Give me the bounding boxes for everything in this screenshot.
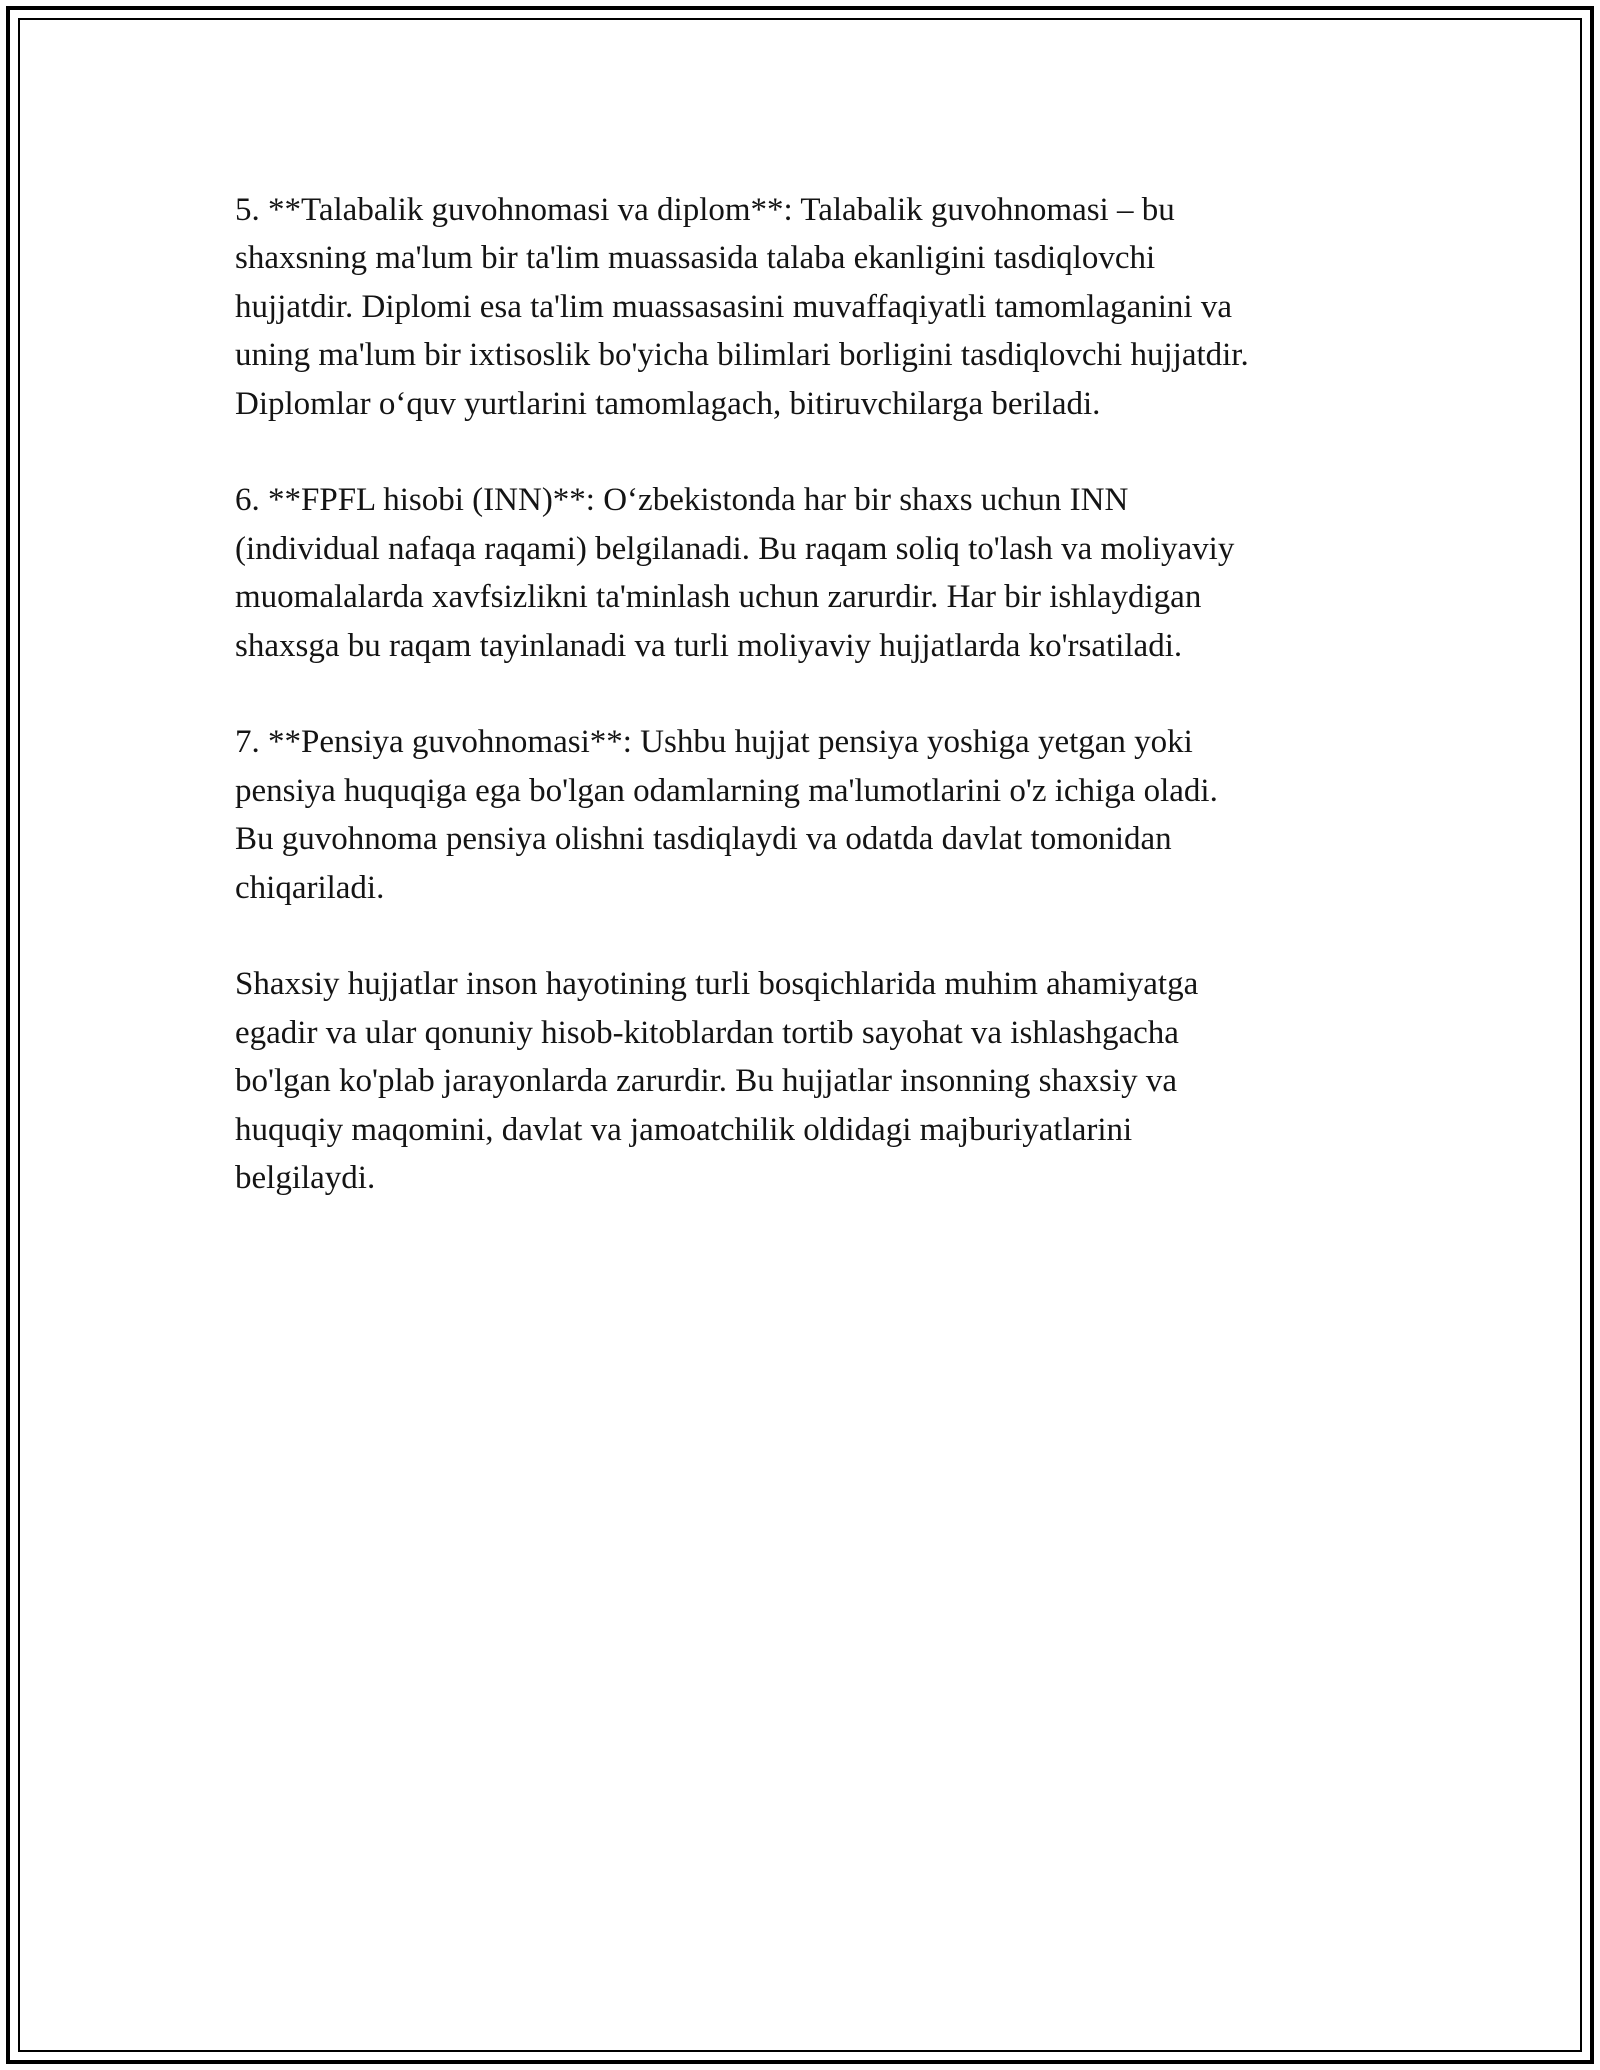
paragraph-student-id-diploma [235,186,1395,428]
text-line: huquqiy maqomini, davlat va jamoatchilik oldidagi majburiyatlarini [235,1111,1133,1148]
text-line: 7. **Pensiya guvohnomasi**: Ushbu hujjat pensiya yoshiga yetgan yoki [235,724,1193,761]
text-line: Shaxsiy hujjatlar inson hayotining turli bosqichlarida muhim ahamiyatga [235,966,1199,1003]
text-line: Diplomlar oʻquv yurtlarini tamomlagach, bitiruvchilarga beriladi. [235,385,1101,422]
text-line: hujjatdir. Diplomi esa ta'lim muassasasini muvaffaqiyatli tamomlaganini va [235,288,1232,325]
paragraph-conclusion [235,960,1395,1202]
text-line: bo'lgan ko'plab jarayonlarda zarurdir. Bu hujjatlar insonning shaxsiy va [235,1063,1178,1100]
text-line: 6. **FPFL hisobi (INN)**: Oʻzbekistonda har bir shaxs uchun INN [235,482,1129,519]
text-line: uning ma'lum bir ixtisoslik bo'yicha bilimlari borligini tasdiqlovchi hujjatdir. [235,337,1249,374]
paragraph-pension-certificate [235,718,1395,912]
text-line: chiqariladi. [235,869,385,906]
text-line: pensiya huquqiga ega bo'lgan odamlarning ma'lumotlarini o'z ichiga oladi. [235,772,1218,809]
text-line: 5. **Talabalik guvohnomasi va diplom**: Talabalik guvohnomasi – bu [235,192,1175,228]
text-line: (individual nafaqa raqami) belgilanadi. Bu raqam soliq to'lash va moliyaviy [235,530,1235,567]
text-line: shaxsning ma'lum bir ta'lim muassasida talaba ekanligini tasdiqlovchi [235,240,1156,277]
document-body [235,186,1395,1251]
text-line: egadir va ular qonuniy hisob-kitoblardan tortib sayohat va ishlashgacha [235,1014,1179,1051]
text-line: muomalalarda xavfsizlikni ta'minlash uchun zarurdir. Har bir ishlaydigan [235,579,1202,616]
text-line: shaxsga bu raqam tayinlanadi va turli moliyaviy hujjatlarda ko'rsatiladi. [235,627,1183,664]
paragraph-fpfl-inn [235,476,1395,670]
text-line: belgilaydi. [235,1160,376,1197]
text-line: Bu guvohnoma pensiya olishni tasdiqlaydi va odatda davlat tomonidan [235,821,1172,858]
